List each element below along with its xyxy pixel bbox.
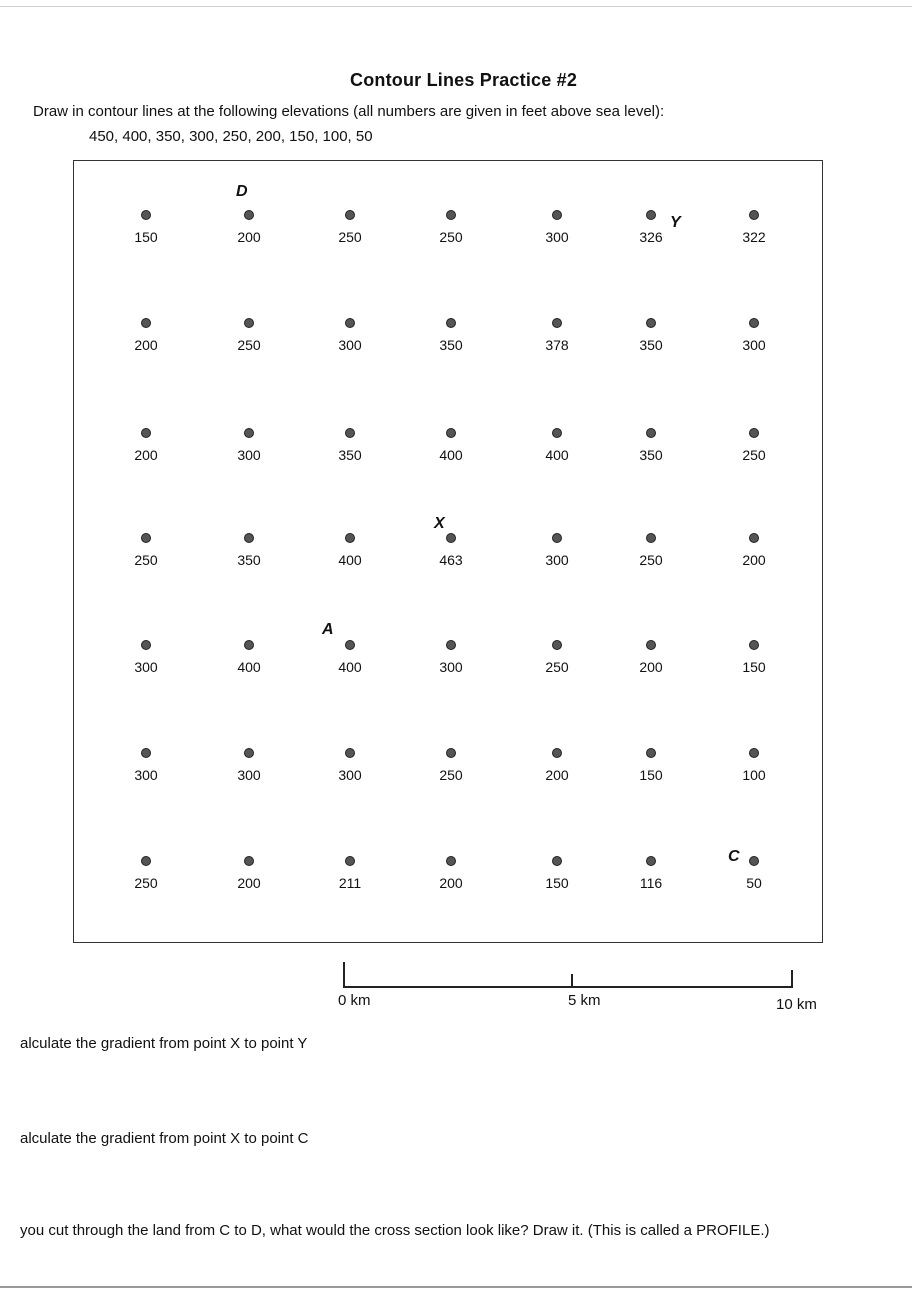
elevation-value: 400	[545, 447, 569, 463]
point-marker	[141, 318, 151, 328]
point-marker	[345, 533, 355, 543]
elevation-value: 400	[338, 552, 362, 568]
elevation-value: 200	[134, 337, 158, 353]
point-marker	[749, 640, 759, 650]
elevation-point	[421, 428, 481, 463]
elevation-point	[116, 748, 176, 783]
point-marker	[552, 210, 562, 220]
elevation-value: 150	[545, 875, 569, 891]
elevation-value: 150	[639, 767, 663, 783]
point-marker	[446, 318, 456, 328]
elevation-value: 150	[742, 659, 766, 675]
point-marker	[552, 318, 562, 328]
elevation-point	[219, 210, 279, 245]
elevation-point	[621, 428, 681, 463]
point-marker	[345, 640, 355, 650]
elevation-value: 300	[237, 767, 261, 783]
elevation-point	[421, 640, 481, 675]
point-label-d: D	[236, 183, 248, 200]
point-marker	[345, 318, 355, 328]
elevation-value: 200	[237, 229, 261, 245]
elevation-point	[527, 428, 587, 463]
point-marker	[646, 210, 656, 220]
point-marker	[749, 318, 759, 328]
elevation-value: 300	[545, 229, 569, 245]
scale-tick-end	[791, 970, 793, 987]
point-label-x: X	[434, 515, 445, 532]
point-marker	[552, 856, 562, 866]
elevation-value: 350	[439, 337, 463, 353]
question-profile-c-d: you cut through the land from C to D, what would the cross section look like? Draw it. (This is called a PROFILE.)	[20, 1222, 770, 1239]
point-marker	[446, 533, 456, 543]
point-marker	[552, 748, 562, 758]
elevation-point	[527, 640, 587, 675]
elevation-point	[527, 748, 587, 783]
elevation-value: 200	[134, 447, 158, 463]
elevation-value: 350	[237, 552, 261, 568]
elevation-value: 250	[338, 229, 362, 245]
point-marker	[646, 318, 656, 328]
point-marker	[345, 748, 355, 758]
elevation-value: 300	[134, 767, 158, 783]
question-gradient-x-c: alculate the gradient from point X to point C	[20, 1130, 309, 1147]
point-marker	[646, 533, 656, 543]
point-marker	[141, 210, 151, 220]
elevation-point	[116, 428, 176, 463]
elevation-value: 200	[439, 875, 463, 891]
elevation-value: 300	[742, 337, 766, 353]
elevation-value: 350	[639, 447, 663, 463]
elevation-point	[527, 318, 587, 353]
point-marker	[244, 533, 254, 543]
point-marker	[141, 856, 151, 866]
point-marker	[646, 856, 656, 866]
scale-bar	[343, 962, 793, 992]
elevation-value: 350	[338, 447, 362, 463]
elevation-point	[621, 856, 681, 891]
point-marker	[552, 640, 562, 650]
elevation-point	[421, 318, 481, 353]
point-marker	[244, 210, 254, 220]
elevation-value: 250	[134, 552, 158, 568]
elevation-point	[527, 856, 587, 891]
elevation-value: 116	[639, 875, 663, 891]
elevation-value: 400	[338, 659, 362, 675]
point-marker	[446, 428, 456, 438]
point-marker	[345, 856, 355, 866]
elevation-point	[320, 428, 380, 463]
point-marker	[141, 640, 151, 650]
elevation-value: 150	[134, 229, 158, 245]
page-top-edge	[0, 6, 912, 7]
elevation-value: 300	[545, 552, 569, 568]
point-label-a: A	[322, 621, 334, 638]
point-marker	[141, 428, 151, 438]
elevation-point	[724, 533, 784, 568]
elevation-point	[724, 318, 784, 353]
point-label-c: C	[728, 848, 740, 865]
elevation-point	[421, 856, 481, 891]
point-marker	[446, 640, 456, 650]
elevation-value: 211	[338, 875, 362, 891]
elevation-value: 250	[545, 659, 569, 675]
elevation-list: 450, 400, 350, 300, 250, 200, 150, 100, 50	[89, 128, 373, 145]
elevation-value: 250	[742, 447, 766, 463]
elevation-value: 100	[742, 767, 766, 783]
elevation-value: 400	[439, 447, 463, 463]
point-marker	[749, 533, 759, 543]
elevation-point	[116, 640, 176, 675]
point-marker	[552, 428, 562, 438]
scale-tick-start	[343, 962, 345, 987]
point-marker	[244, 640, 254, 650]
elevation-point	[724, 640, 784, 675]
point-marker	[749, 748, 759, 758]
elevation-value: 250	[439, 767, 463, 783]
elevation-value: 200	[742, 552, 766, 568]
point-marker	[244, 748, 254, 758]
elevation-point	[621, 748, 681, 783]
elevation-value: 250	[639, 552, 663, 568]
elevation-point	[320, 856, 380, 891]
elevation-point	[421, 210, 481, 245]
elevation-value: 463	[439, 552, 463, 568]
elevation-point	[116, 533, 176, 568]
elevation-point	[219, 428, 279, 463]
elevation-value: 300	[237, 447, 261, 463]
elevation-point	[724, 428, 784, 463]
elevation-point	[621, 318, 681, 353]
instructions-text: Draw in contour lines at the following elevations (all numbers are given in feet above sea level):	[33, 103, 665, 120]
elevation-point	[621, 640, 681, 675]
page-bottom-edge	[0, 1286, 912, 1288]
elevation-point	[219, 640, 279, 675]
elevation-value: 300	[338, 767, 362, 783]
elevation-point	[320, 748, 380, 783]
point-label-y: Y	[670, 214, 681, 231]
point-marker	[749, 428, 759, 438]
point-marker	[345, 428, 355, 438]
point-marker	[244, 428, 254, 438]
point-marker	[345, 210, 355, 220]
elevation-point	[219, 318, 279, 353]
point-marker	[552, 533, 562, 543]
question-gradient-x-y: alculate the gradient from point X to point Y	[20, 1035, 308, 1052]
elevation-point	[621, 533, 681, 568]
scale-label-mid: 5 km	[568, 992, 601, 1009]
elevation-point	[724, 748, 784, 783]
point-marker	[446, 210, 456, 220]
elevation-value: 322	[742, 229, 766, 245]
elevation-point	[421, 533, 481, 568]
elevation-point	[116, 318, 176, 353]
elevation-value: 50	[746, 875, 762, 891]
point-marker	[141, 748, 151, 758]
point-marker	[446, 748, 456, 758]
point-marker	[749, 210, 759, 220]
point-marker	[749, 856, 759, 866]
point-marker	[244, 318, 254, 328]
elevation-point	[320, 533, 380, 568]
elevation-point	[219, 533, 279, 568]
elevation-point	[116, 856, 176, 891]
elevation-point	[320, 640, 380, 675]
scale-line	[343, 986, 793, 988]
elevation-value: 200	[639, 659, 663, 675]
elevation-point	[724, 210, 784, 245]
point-marker	[244, 856, 254, 866]
elevation-value: 200	[545, 767, 569, 783]
elevation-point	[320, 210, 380, 245]
point-marker	[141, 533, 151, 543]
elevation-value: 250	[237, 337, 261, 353]
elevation-value: 378	[545, 337, 569, 353]
point-marker	[646, 428, 656, 438]
elevation-value: 250	[439, 229, 463, 245]
elevation-point	[527, 210, 587, 245]
elevation-value: 350	[639, 337, 663, 353]
point-marker	[646, 748, 656, 758]
elevation-value: 326	[639, 229, 663, 245]
elevation-point	[527, 533, 587, 568]
elevation-point	[219, 748, 279, 783]
elevation-value: 400	[237, 659, 261, 675]
scale-label-end: 10 km	[776, 996, 817, 1013]
elevation-value: 300	[439, 659, 463, 675]
elevation-point	[421, 748, 481, 783]
scale-label-start: 0 km	[338, 992, 371, 1009]
elevation-point	[219, 856, 279, 891]
elevation-point	[116, 210, 176, 245]
scale-tick-mid	[571, 974, 573, 987]
elevation-value: 250	[134, 875, 158, 891]
point-marker	[646, 640, 656, 650]
point-marker	[446, 856, 456, 866]
elevation-value: 300	[134, 659, 158, 675]
elevation-point	[320, 318, 380, 353]
elevation-value: 300	[338, 337, 362, 353]
elevation-value: 200	[237, 875, 261, 891]
page-title: Contour Lines Practice #2	[350, 70, 578, 90]
